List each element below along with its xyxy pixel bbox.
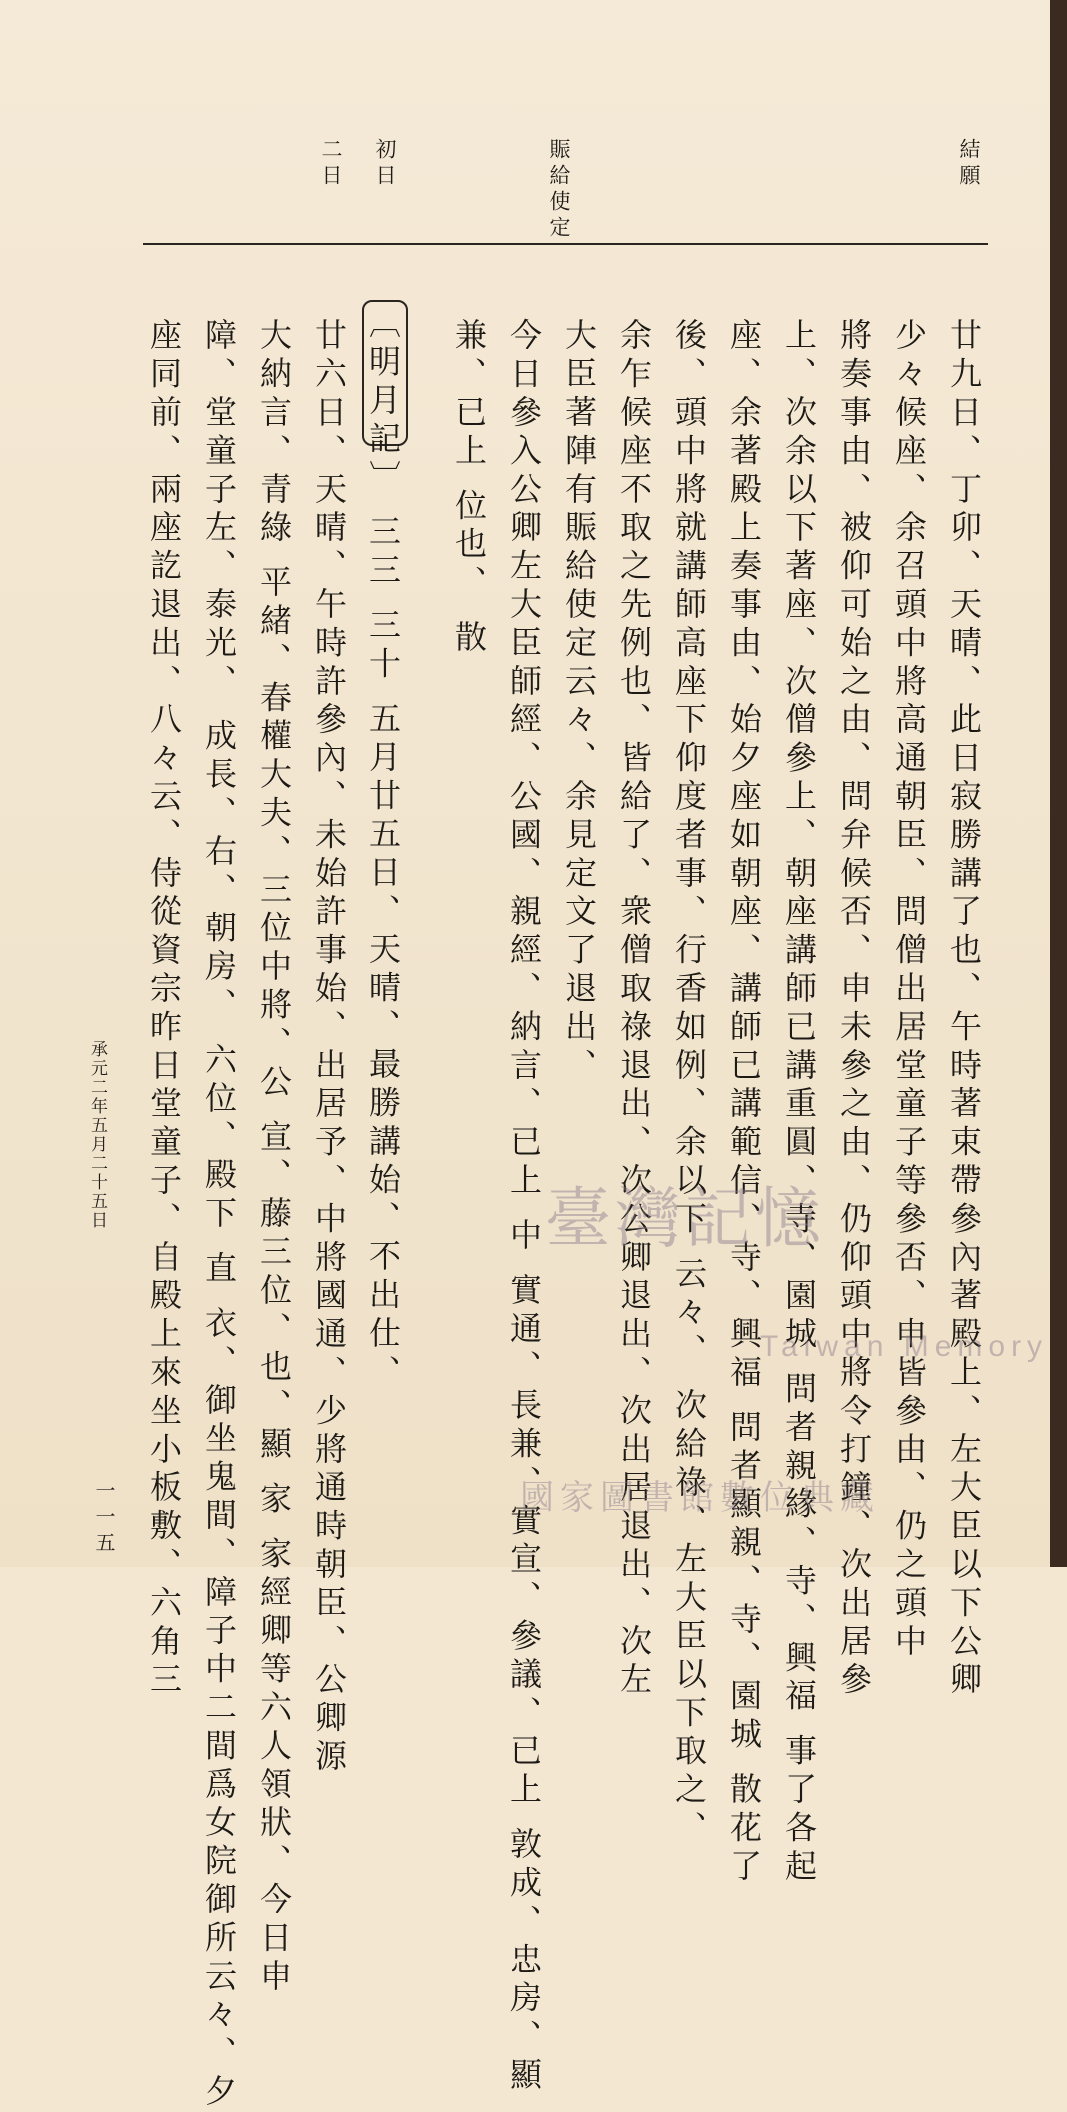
text-column-5: 座、余著殿上奏事由、始夕座如朝座、講師已講範信、寺、興福 問者顯親、寺、園城 散花了: [725, 318, 763, 1888]
text-column-9: 今日參入公卿左大臣師經、公國、親經、納言、已上 中 實通、長兼、實宣、參議、已上 敦成、忠房、顯: [505, 318, 543, 2096]
text-column-12: 廿六日、天晴、午時許參內、未始許事始、出居予、中將國通、少將通時朝臣、公卿源: [310, 318, 348, 1778]
text-column-1: 廿九日、丁卯、天晴、此日寂勝講了也、午時著束帶參內著殿上、左大臣以下公卿: [945, 318, 983, 1701]
running-head-left-2: 二日: [319, 138, 343, 190]
watermark-caption: 國家圖書館數位典藏: [520, 1478, 880, 1518]
running-head-right: 結願: [957, 138, 981, 190]
text-column-8: 大臣著陣有賑給使定云々、余見定文了退出、: [560, 318, 598, 1086]
header-rule: [143, 243, 988, 245]
watermark-logo-english: Taiwan Memory: [760, 1330, 1049, 1363]
text-column-11: 〔明月記〕 三三 三十 五月廿五日、天晴、最勝講始、不出仕、: [364, 306, 402, 1393]
text-column-7: 余乍候座不取之先例也、皆給了、衆僧取祿退出、次公卿退出、次出居退出、次左: [615, 318, 653, 1701]
text-column-10: 兼、已上 位也、 散: [450, 318, 488, 659]
watermark-logo: 臺灣記憶: [545, 1180, 825, 1257]
text-column-13: 大納言、青綠 平緒、春權大夫、三位中將、公 宣、藤三位、也、顯 家 家經卿等六人領狀、今日申: [255, 318, 293, 1998]
page-edge-shadow: [1050, 0, 1067, 1567]
running-head-left-1: 初日: [373, 138, 397, 190]
page-number: 一一五: [92, 1480, 116, 1558]
text-column-6: 後、頭中將就講師高座下仰度者事、行香如例、余以下 云々、 次給祿、左大臣以下取之、: [670, 318, 708, 1849]
text-column-14: 障、堂童子左、泰光、 成長、右、朝房、 六位、殿下 直 衣、御坐鬼間、障子中二間爲女院御所云々、夕: [200, 318, 238, 2112]
text-column-3: 將奏事由、被仰可始之由、問弁候否、申未參之由、仍仰頭中將令打鐘、次出居參: [835, 318, 873, 1701]
running-head-middle: 賑給使定: [547, 138, 571, 242]
text-column-15: 座同前、兩座訖退出、八々云、侍從資宗昨日堂童子、自殿上來坐小板敷、六角三: [145, 318, 183, 1701]
footer-date: 承元二年五月二十五日: [87, 1040, 107, 1230]
text-column-4: 上、次余以下著座、次僧參上、朝座講師已講重圓、寺、園城 問者親緣、寺、興福 事了各起: [780, 318, 818, 1888]
text-column-2: 少々候座、余召頭中將高通朝臣、問僧出居堂童子等參否、申皆參由、仍之頭中: [890, 318, 928, 1662]
